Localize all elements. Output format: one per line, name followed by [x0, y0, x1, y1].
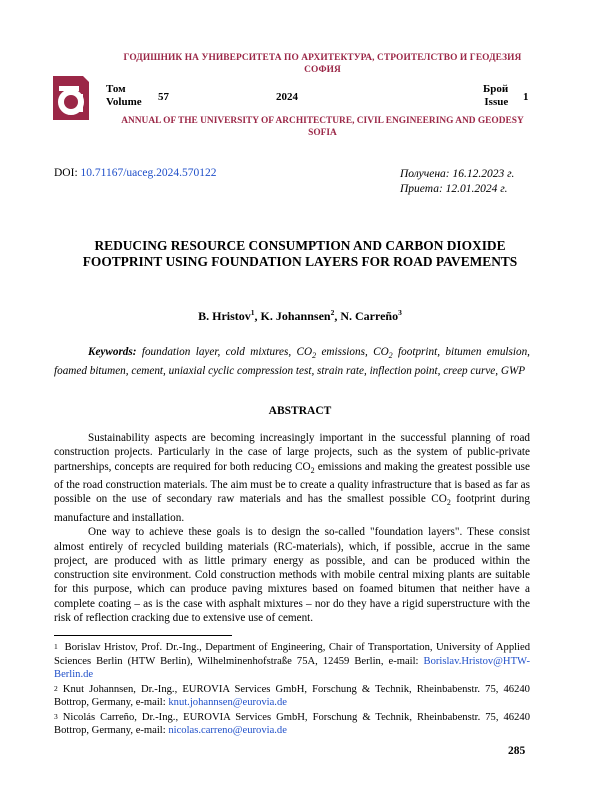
doi-label: DOI:	[54, 167, 78, 179]
footnote-3: $^3$ Nicolás Carreño, Dr.-Ing., EUROVIA Services GmbH, Forschung & Technik, Rheinbabenstr. 75, 46240 Bottrop, Germany, e-mail: nicolas.carreno@eurovia.de	[54, 711, 530, 736]
abstract-heading: ABSTRACT	[268, 405, 332, 417]
header-english-title: ANNUAL OF THE UNIVERSITY OF ARCHITECTURE, CIVIL ENGINEERING AND GEODESY SOFIA	[121, 116, 524, 138]
author-list: B. Hristov$^1$, K. Johannsen$^2$, N. Carreño$^3$	[198, 308, 402, 323]
footnotes	[54, 641, 530, 739]
issue-number: 1	[523, 91, 529, 103]
doi-link[interactable]: 10.71167/uaceg.2024.570122	[80, 167, 217, 179]
author-1: B. Hristov	[198, 309, 251, 323]
author-2: K. Johannsen	[260, 309, 331, 323]
doi-line	[54, 167, 216, 179]
footnote-2: $^2$ Knut Johannsen, Dr.-Ing., EUROVIA Services GmbH, Forschung & Technik, Rheinbabenstr. 75, 46240 Bottrop, Germany, e-mail: knut.johannsen@eurovia.de	[54, 683, 530, 708]
accepted-date: Приета: 12.01.2024 г.	[400, 183, 508, 195]
abstract-paragraph-2: One way to achieve these goals is to design the so-called "foundation layers". These consist almost entirely of recycled building materials (RC-materials), which, if possible, accrue in the same project, are produced with as little primary energy as possible, and can be produced within the construction site environment. Cold construction methods with mobile central mixing plants are suitable for this purpose, which can produce paving mixtures based on foamed bitumen that neither have a complete coating – as is the case with asphalt mixtures – nor do they have a rigid superstructure with the risk of reflection cracking due to extensive use of cement.	[54, 526, 530, 625]
volume-number: 57	[158, 91, 169, 103]
abstract-body	[54, 431, 530, 625]
paper-title: REDUCING RESOURCE CONSUMPTION AND CARBON DIOXIDE FOOTPRINT USING FOUNDATION LAYERS FOR ROAD PAVEMENTS	[82, 238, 518, 269]
page-number: 285	[508, 745, 526, 757]
footnote-1: $^1$ Borislav Hristov, Prof. Dr.-Ing., Department of Engineering, Chair of Transportation, University of Applied Sciences Berlin (HTW Berlin), Wilhelminenhofstraße 75A, 12459 Berlin, e-mail: Borislav.Hristov@HTW-Berlin.de	[54, 642, 531, 680]
volume-label: Том Volume	[106, 83, 142, 108]
footnote-divider	[54, 635, 232, 636]
footnote-1-email-link[interactable]: Borislav.Hristov@HTW-Berlin.de	[54, 655, 530, 680]
abstract-paragraph-1: Sustainability aspects are becoming increasingly important in the successful planning of road construction projects. Particularly in the case of large projects, such as the system of public-private partnerships, concepts are required for both reducing $CO_2$ emissions and making the greatest possible use of the road construction materials. The aim must be to create a quality infrastructure that is based as far as possible on the use of secondary raw materials and has the smallest possible $CO_2$ footprint during manufacture and installation.	[54, 432, 530, 524]
university-logo-icon	[49, 72, 93, 124]
author-3: N. Carreño	[340, 309, 399, 323]
year: 2024	[276, 91, 298, 103]
footnote-2-email-link[interactable]: knut.johannsen@eurovia.de	[168, 697, 287, 708]
submission-dates	[400, 167, 514, 197]
issue-label: Брой Issue	[483, 83, 509, 108]
footnote-3-email-link[interactable]: nicolas.carreno@eurovia.de	[168, 725, 287, 736]
keywords-label: Keywords:	[88, 346, 137, 358]
keywords: Keywords: foundation layer, cold mixtures, $CO_2$ emissions, $CO_2$ footprint, bitumen emulsion, foamed bitumen, cement, uniaxial cyclic compression test, strain rate, inflection point, creep curve, GWP	[54, 346, 530, 377]
received-date: Получена: 16.12.2023 г.	[400, 168, 515, 180]
header-bulgarian-title: ГОДИШНИК НА УНИВЕРСИТЕТА ПО АРХИТЕКТУРА, СТРОИТЕЛСТВО И ГЕОДЕЗИЯ СОФИЯ	[123, 53, 522, 75]
